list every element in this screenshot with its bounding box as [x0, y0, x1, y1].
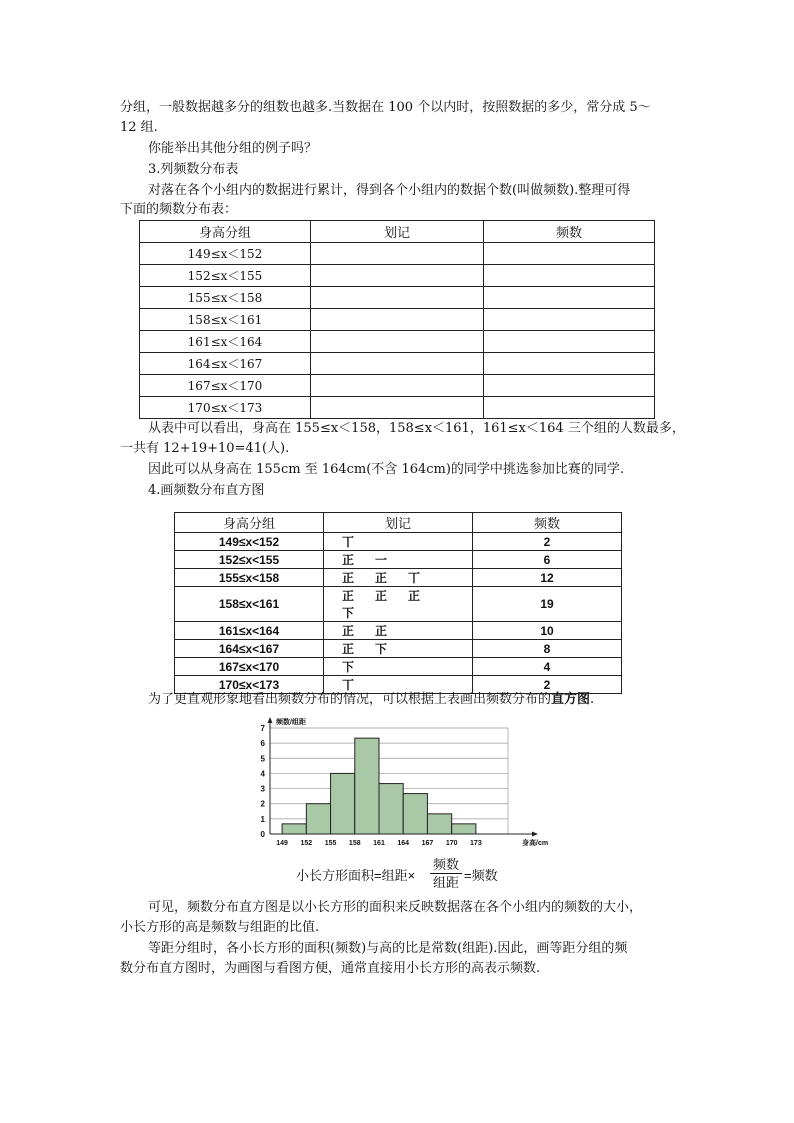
y-tick-label: 4 — [260, 769, 265, 779]
table-row — [175, 622, 622, 640]
y-tick-label: 0 — [260, 830, 265, 839]
histogram-term: 直方图 — [551, 692, 591, 707]
tally-mark: 下 — [375, 642, 388, 656]
frequency-table-filled — [174, 512, 622, 694]
tally-mark: 正 — [375, 624, 388, 638]
table-row — [175, 551, 622, 569]
tally-mark: 正 — [408, 589, 421, 603]
tally-mark: 正 — [342, 553, 355, 567]
group-cell: 161≤x<164 — [175, 622, 324, 640]
paragraph-accumulate-cont: 下面的频数分布表： — [120, 202, 238, 217]
x-tick-label: 158 — [348, 840, 361, 847]
group-cell: 170≤x<173 — [175, 676, 324, 694]
header-frequency: 频数 — [484, 221, 655, 243]
x-tick-label: 155 — [324, 840, 337, 847]
frequency-cell: 6 — [473, 551, 622, 569]
table-row — [175, 640, 622, 658]
x-axis-label: 身高/cm — [522, 840, 548, 847]
y-tick-label: 5 — [260, 754, 265, 764]
y-axis-label: 频数/组距 — [276, 719, 306, 726]
table-row — [140, 243, 655, 265]
paragraph-accumulate: 对落在各个小组内的数据进行累计，得到各个小组内的数据个数(叫做频数).整理可得 — [148, 183, 631, 198]
paragraph-observation-cont: 一共有 12+19+10=41(人). — [120, 441, 290, 456]
group-cell: 164≤x<167 — [175, 640, 324, 658]
histogram-bar — [306, 804, 330, 834]
y-tick-label: 2 — [260, 799, 265, 809]
histogram-bar — [427, 814, 451, 834]
table-row — [140, 265, 655, 287]
group-cell: 167≤x<170 — [175, 658, 324, 676]
header-frequency: 频数 — [473, 513, 622, 533]
histogram-bar — [379, 784, 403, 834]
group-cell: 170≤x＜173 — [140, 397, 311, 419]
tally-mark: 丅 — [342, 535, 355, 549]
tally-mark: 下 — [342, 606, 355, 620]
header-tally: 划记 — [324, 513, 473, 533]
paragraph-histogram-intro: 为了更直观形象地看出频数分布的情况，可以根据上表画出频数分布的直方图. — [148, 692, 595, 707]
x-tick-label: 173 — [470, 840, 482, 847]
tally-cell — [324, 640, 473, 658]
x-tick-label: 170 — [445, 840, 458, 847]
formula-lhs: 小长方形面积=组距× — [296, 868, 416, 883]
table-row — [140, 287, 655, 309]
frequency-cell: 19 — [473, 587, 622, 622]
paragraph-conclusion: 可见，频数分布直方图是以小长方形的面积来反映数据落在各个小组内的频数的大小， — [148, 900, 643, 915]
formula-denominator: 组距 — [432, 875, 459, 890]
tally-cell — [324, 658, 473, 676]
group-cell: 152≤x<155 — [175, 551, 324, 569]
header-group: 身高分组 — [140, 221, 311, 243]
frequency-cell: 4 — [473, 658, 622, 676]
x-tick-label: 164 — [397, 840, 410, 847]
frequency-cell: 2 — [473, 676, 622, 694]
tally-mark: 正 — [342, 589, 355, 603]
paragraph-equal-interval-cont: 数分布直方图时，为画图与看图方便，通常直接用小长方形的高表示频数. — [120, 961, 541, 976]
y-tick-label: 7 — [260, 724, 265, 733]
tally-mark: 一 — [375, 553, 388, 567]
formula-numerator: 频数 — [430, 856, 462, 874]
tally-mark: 正 — [342, 624, 355, 638]
table-header-row — [140, 221, 655, 243]
group-cell: 149≤x＜152 — [140, 243, 311, 265]
x-axis-arrow — [532, 832, 538, 837]
tally-cell — [324, 551, 473, 569]
table-row — [140, 331, 655, 353]
header-group: 身高分组 — [175, 513, 324, 533]
table-row — [140, 375, 655, 397]
tally-cell — [324, 569, 473, 587]
group-cell: 161≤x＜164 — [140, 331, 311, 353]
histogram-bar — [282, 824, 306, 834]
group-cell: 155≤x<158 — [175, 569, 324, 587]
table-row — [175, 533, 622, 551]
table-row — [140, 309, 655, 331]
frequency-table-empty — [139, 220, 655, 419]
group-cell: 158≤x＜161 — [140, 309, 311, 331]
y-tick-label: 6 — [260, 739, 265, 749]
tally-mark: 正 — [375, 589, 388, 603]
paragraph-equal-interval: 等距分组时，各小长方形的面积(频数)与高的比是常数(组距).因此，画等距分组的频 — [148, 941, 628, 956]
histogram-bar — [331, 773, 355, 834]
tally-cell — [324, 533, 473, 551]
histogram-chart — [248, 716, 548, 850]
tally-mark: 正 — [375, 571, 388, 585]
section-heading-4: 4.画频数分布直方图 — [148, 483, 265, 498]
table-row — [175, 587, 622, 622]
paragraph-observation: 从表中可以看出，身高在 155≤x＜158，158≤x＜161，161≤x＜164 三个组的人数最多， — [148, 421, 685, 436]
x-tick-label: 149 — [276, 840, 288, 847]
tally-mark: 丅 — [408, 571, 421, 585]
paragraph-grouping-cont: 12 组. — [120, 120, 158, 135]
group-cell: 149≤x<152 — [175, 533, 324, 551]
frequency-cell: 8 — [473, 640, 622, 658]
table-row — [175, 658, 622, 676]
histogram-bar — [403, 794, 427, 834]
y-axis-arrow — [268, 717, 273, 723]
table-header-row — [175, 513, 622, 533]
y-tick-label: 1 — [260, 814, 265, 824]
formula-rhs: =频数 — [464, 868, 498, 883]
x-tick-label: 152 — [300, 840, 313, 847]
tally-cell — [324, 622, 473, 640]
table-row — [140, 397, 655, 419]
table-row — [175, 569, 622, 587]
group-cell: 167≤x＜170 — [140, 375, 311, 397]
frequency-cell: 10 — [473, 622, 622, 640]
tally-mark: 下 — [342, 660, 355, 674]
group-cell: 152≤x＜155 — [140, 265, 311, 287]
histogram-bar — [355, 738, 379, 834]
frequency-cell: 12 — [473, 569, 622, 587]
section-heading-3: 3.列频数分布表 — [148, 162, 239, 177]
paragraph-selection: 因此可以从身高在 155cm 至 164cm(不含 164cm)的同学中挑选参加比赛的同学. — [148, 462, 625, 477]
question-other-examples: 你能举出其他分组的例子吗？ — [148, 141, 318, 156]
tally-mark: 丅 — [342, 678, 355, 692]
header-tally: 划记 — [311, 221, 484, 243]
histogram-bar — [452, 824, 476, 834]
x-tick-label: 161 — [373, 840, 385, 847]
tally-mark: 正 — [342, 642, 355, 656]
tally-cell — [324, 587, 473, 622]
paragraph-grouping: 分组，一般数据越多分的组数也越多.当数据在 100 个以内时，按照数据的多少，常分成 5～ — [120, 100, 651, 115]
group-cell: 164≤x＜167 — [140, 353, 311, 375]
paragraph-conclusion-cont: 小长方形的高是频数与组距的比值. — [120, 920, 320, 935]
table-row — [140, 353, 655, 375]
y-tick-label: 3 — [260, 784, 265, 794]
formula-fraction — [430, 856, 462, 892]
group-cell: 155≤x＜158 — [140, 287, 311, 309]
x-tick-label: 167 — [421, 840, 434, 847]
group-cell: 158≤x<161 — [175, 587, 324, 622]
frequency-cell: 2 — [473, 533, 622, 551]
tally-mark: 正 — [342, 571, 355, 585]
